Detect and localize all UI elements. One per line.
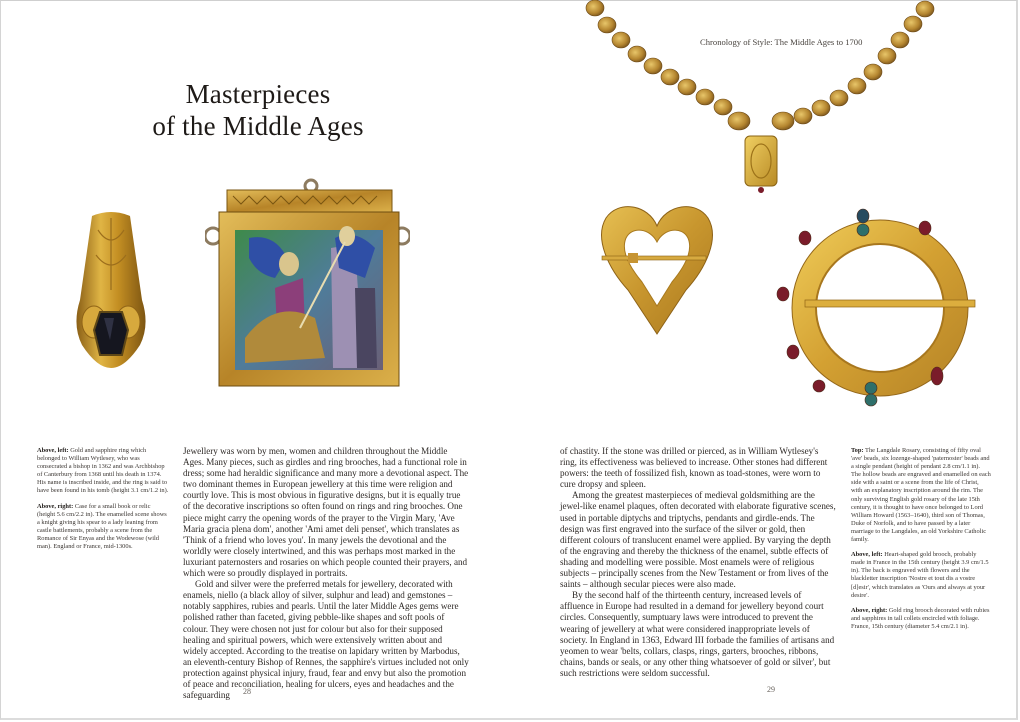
page-number-left: 28: [243, 687, 251, 696]
image-heart-brooch: [598, 198, 716, 338]
caption-left: [37, 447, 169, 558]
page-number-right: 29: [767, 685, 775, 694]
paragraph: of chastity. If the stone was drilled or pierced, as in William Wytlesey's ring, its effectiveness was believed to increase. Other stones had different powers: the teeth of fossilized fish, known as toad-stones, were worn to cure dropsy and spleen.: [560, 446, 828, 490]
image-wytlesey-ring: [70, 210, 152, 370]
caption-heart-brooch: Above, left: Heart-shaped gold brooch, probably made in France in the 15th century (height 3.9 cm/1.5 in). The back is engraved with flowers and the blackletter inscription 'Nostre et tout dis a vostre [d]esir', which translates as 'Ours and always at your desire'.: [851, 551, 989, 599]
title-line-1: Masterpieces: [185, 79, 331, 110]
running-head: Chronology of Style: The Middle Ages to 1700: [700, 37, 863, 47]
paragraph: Jewellery was worn by men, women and children throughout the Middle Ages. Many pieces, such as girdles and ring brooches, had a functional role in dress; some had heraldic significance and many more a devotional aspect. The two dominant themes in European jewellery at this time were religion and courtly love. This is most obvious in figurative designs, but it is equally true of the decorative inscriptions so often found on rings and ring brooches. One piece might carry the opening words of the prayer to the Virgin Mary, 'Ave Maria gracia plena dom', another 'Ami amet deli penset', which translates as 'Think of a friend who loves you'. In many jewels the devotional and the worldly were closely intertwined, and this was perhaps most marked in the luxuriant paternosters and rosaries on which people counted their prayers, and which were so proudly displayed in portraits.: [183, 446, 469, 579]
image-relic-case: [205, 178, 410, 390]
image-ring-brooch: [775, 200, 985, 410]
caption-ring-brooch: Above, right: Gold ring brooch decorated with rubies and sapphires in tall collets encircled with foliage. France, 15th century (diameter 5.4 cm/2.1 in).: [851, 606, 990, 630]
caption-right: [851, 447, 991, 638]
caption-rosary: Top: The Langdale Rosary, consisting of fifty oval 'ave' beads, six lozenge-shaped 'paternoster' beads and a single pendant (height of pendant 2.8 cm/1.1 in). The hollow beads are engraved and enamelled on each side with a saint or a scene from the life of Christ, with an explanatory inscription around the rim. The only surviving English gold rosary of the late 15th century, it is thought to have once belonged to Lord William Howard (1563–1640), third son of Thomas, Duke of Norfolk, and to have passed by a later marriage to the Langdales, an old Yorkshire Catholic family.: [851, 447, 991, 544]
page-title: [148, 78, 368, 142]
title-line-2: of the Middle Ages: [152, 111, 364, 142]
body-text-left: [183, 446, 469, 701]
paragraph: By the second half of the thirteenth century, increased levels of affluence in Europe had resulted in a demand for jewellery beyond court circles. Consequently, sumptuary laws were introduced to prevent the wearing of jewellery at what were considered inappropriate levels of society. In England in 1363, Edward III forbade the families of artisans and yeomen to wear 'belts, collars, clasps, rings, garters, brooches, ribbons, chains, bands or seals, or any other thing whatsoever of gold or silver', but such restrictions were seldom successful.: [560, 590, 835, 678]
caption-relic-case: Above, right: Case for a small book or relic (height 5.6 cm/2.2 in). The enamelled scene shows a knight giving his spear to a lady leaning from castle battlements, probably a scene from the Romance of Sir Enyas and the Wodewose (wild man). England or France, mid-1300s.: [37, 502, 167, 551]
body-text-right: [560, 446, 836, 679]
paragraph: Among the greatest masterpieces of medieval goldsmithing are the jewel-like enamel plaques, often decorated with elaborate figurative scenes, used in portable diptychs and triptychs, pendants and girdle-ends. The design was first engraved into the surface of the silver or gold, then different colours of translucent enamel were applied. By varying the depth of the engraving and thereby the thickness of the enamel, subtle effects of shading and modelling were possible. Most enamels were of religious subjects – principally scenes from the New Testament or from lives of the saints – although secular pieces were also made.: [560, 490, 836, 590]
caption-ring: Above, left: Gold and sapphire ring which belonged to William Wytlesey, who was consecrated a bishop in 1362 and was Archbishop of Canterbury from 1368 until his death in 1374. His name is inscribed inside, and the ring is said to have been found in his tomb (height 3.1 cm/1.2 in).: [37, 447, 169, 495]
image-langdale-rosary: [585, 0, 945, 195]
paragraph: Gold and silver were the preferred metals for jewellery, decorated with enamels, niello (a black alloy of silver, sulphur and lead) and gemstones – notably sapphires, rubies and pearls. Until the later Middle Ages gems were polished rather than faceted, giving pebble-like shapes and soft pools of colour. They were chosen not just for colour but also for their supposed healing and spiritual powers, which were extensively written about and widely accepted. According to the treatise on lapidary written by Marbodus, an eleventh-century Bishop of Rennes, the sapphire's virtues included not only protection against physical injury, fraud, fear and envy but also the promotion of peace and reconciliation, healing for ulcers, eyes and headaches and the safeguarding: [183, 579, 469, 701]
